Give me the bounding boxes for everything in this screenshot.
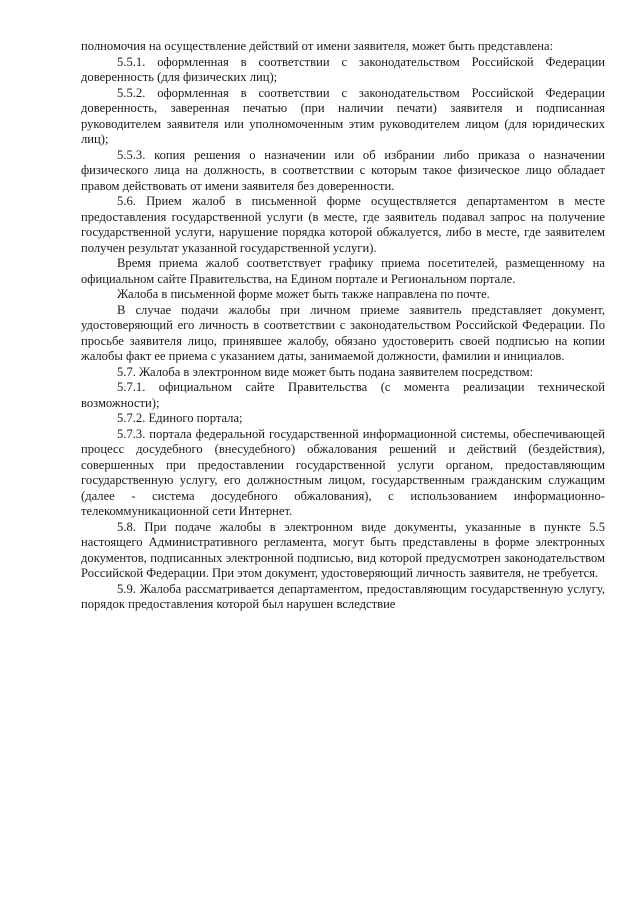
paragraph-postal-complaint: Жалоба в письменной форме может быть также направлена по почте. [117,287,490,301]
document-body [81,39,605,613]
paragraph-5-7: 5.7. Жалоба в электронном виде может быть подана заявителем посредством: [117,364,534,379]
paragraph-5-5-2: 5.5.2. оформленная в соответствии с законодательством Российской Федерации доверенность, заверенная печатью (при наличии печати) заявителя и подписанная руководителем заявителя или уполномоченным этим руководителем лицом (для юридических лиц); [81,85,605,146]
paragraph-5-5-1: 5.5.1. оформленная в соответствии с законодательством Российской Федерации доверенность (для физических лиц); [81,54,605,84]
paragraph-personal-reception: В случае подачи жалобы при личном приеме заявитель представляет документ, удостоверяющий его личность в соответствии с законодательством Российской Федерации. По просьбе заявителя лицо, принявшее жалобу, обязано удостоверить своей подписью на копии жалобы факт ее приема с указанием даты, занимаемой должности, фамилии и инициалов. [81,302,605,363]
paragraph-5-8: 5.8. При подаче жалобы в электронном виде документы, указанные в пункте 5.5 настоящего Административного регламента, могут быть представлены в форме электронных документов, подписанных электронной подписью, вид которой предусмотрен законодательством Российской Федерации. При этом документ, удостоверяющий личность заявителя, не требуется. [81,519,605,580]
paragraph-representation-intro: полномочия на осуществление действий от имени заявителя, может быть представлена: [81,39,554,53]
paragraph-5-9: 5.9. Жалоба рассматривается департаментом, предоставляющим государственную услугу, порядок предоставления которой был нарушен вследствие [81,581,605,611]
paragraph-5-7-1: 5.7.1. официальном сайте Правительства (с момента реализации технической возможности); [81,380,605,410]
paragraph-5-7-3: 5.7.3. портала федеральной государственной информационной системы, обеспечивающей процесс досудебного (внесудебного) обжалования решений и действий (бездействия), совершенных при предоставлении государственной услуги органом, предоставляющим государственную услугу, его должностным лицом, государственным гражданским служащим (далее - система досудебного обжалования), с использованием информационно-телекоммуникационной сети Интернет. [81,426,605,518]
paragraph-reception-time: Время приема жалоб соответствует графику приема посетителей, размещенному на официальном сайте Правительства, на Едином портале и Региональном портале. [81,256,605,286]
paragraph-5-5-3: 5.5.3. копия решения о назначении или об избрании либо приказа о назначении физического лица на должность, в соответствии с которым такое физическое лицо обладает правом действовать от имени заявителя без доверенности. [81,147,605,193]
paragraph-5-7-2: 5.7.2. Единого портала; [117,411,243,425]
paragraph-5-6: 5.6. Прием жалоб в письменной форме осуществляется департаментом в месте предоставления государственной услуги (в месте, где заявитель подавал запрос на получение государственной услуги, нарушение порядка которой обжалуется, либо в месте, где заявителем получен результат указанной государственной услуги). [81,194,605,255]
